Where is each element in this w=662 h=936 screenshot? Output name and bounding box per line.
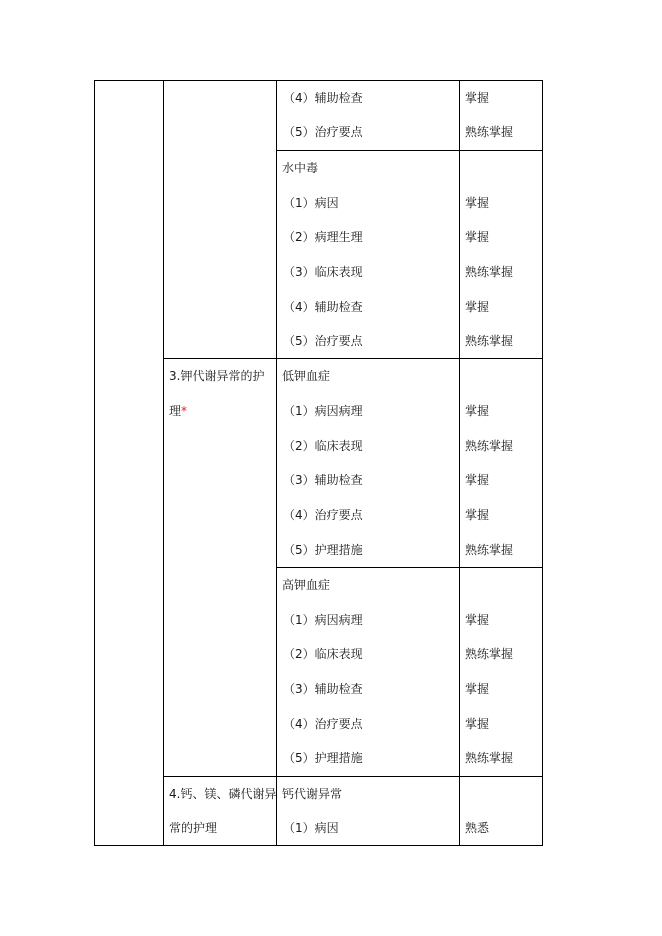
table-border-top [94,80,543,81]
topic-title-cont [169,404,187,418]
row-divider [276,567,543,568]
item-label: （5）护理措施 [283,751,363,765]
item-level: 掌握 [465,682,490,696]
item-label: （1）病因 [283,821,339,835]
item-level: 掌握 [465,300,490,314]
item-label: （1）病因 [283,196,339,210]
topic-title-text: 理 [169,404,182,418]
item-label: （2）病理生理 [283,230,363,244]
item-label: （2）临床表现 [283,439,363,453]
item-level: 掌握 [465,404,490,418]
required-mark: * [181,404,188,418]
item-label: （1）病因病理 [283,404,363,418]
item-label: （3）临床表现 [283,265,363,279]
table-border-left [94,80,95,846]
row-divider [163,358,543,359]
item-level: 熟练掌握 [465,751,514,765]
item-level: 掌握 [465,508,490,522]
table-border-right [542,80,543,846]
item-level: 掌握 [465,473,490,487]
topic-title: 3.钾代谢异常的护 [169,369,265,383]
group-title: 低钾血症 [282,369,331,383]
item-level: 熟练掌握 [465,647,514,661]
column-divider [459,80,460,846]
item-level: 熟练掌握 [465,334,514,348]
item-label: （4）辅助检查 [283,300,363,314]
group-title: 高钾血症 [282,578,331,592]
item-label: （4）治疗要点 [283,508,363,522]
item-label: （3）辅助检查 [283,473,363,487]
item-level: 熟练掌握 [465,543,514,557]
row-divider [276,150,543,151]
group-title: 水中毒 [282,161,319,175]
item-label: （1）病因病理 [283,613,363,627]
item-label: （5）护理措施 [283,543,363,557]
item-level: 熟练掌握 [465,125,514,139]
item-level: 掌握 [465,230,490,244]
item-level: 熟练掌握 [465,265,514,279]
item-level: 掌握 [465,613,490,627]
item-label: （2）临床表现 [283,647,363,661]
item-label: （5）治疗要点 [283,334,363,348]
item-label: （4）治疗要点 [283,717,363,731]
item-level: 熟悉 [465,821,490,835]
row-divider [163,776,543,777]
item-level: 掌握 [465,196,490,210]
group-title: 钙代谢异常 [282,787,343,801]
item-level: 熟练掌握 [465,439,514,453]
item-label: （5）治疗要点 [283,125,363,139]
topic-title: 4.钙、镁、磷代谢异 [169,787,277,801]
column-divider [276,80,277,846]
column-divider [163,80,164,846]
item-label: （4）辅助检查 [283,91,363,105]
item-level: 掌握 [465,91,490,105]
topic-title-cont: 常的护理 [169,821,218,835]
table-border-bottom [94,845,543,846]
item-label: （3）辅助检查 [283,682,363,696]
item-level: 掌握 [465,717,490,731]
